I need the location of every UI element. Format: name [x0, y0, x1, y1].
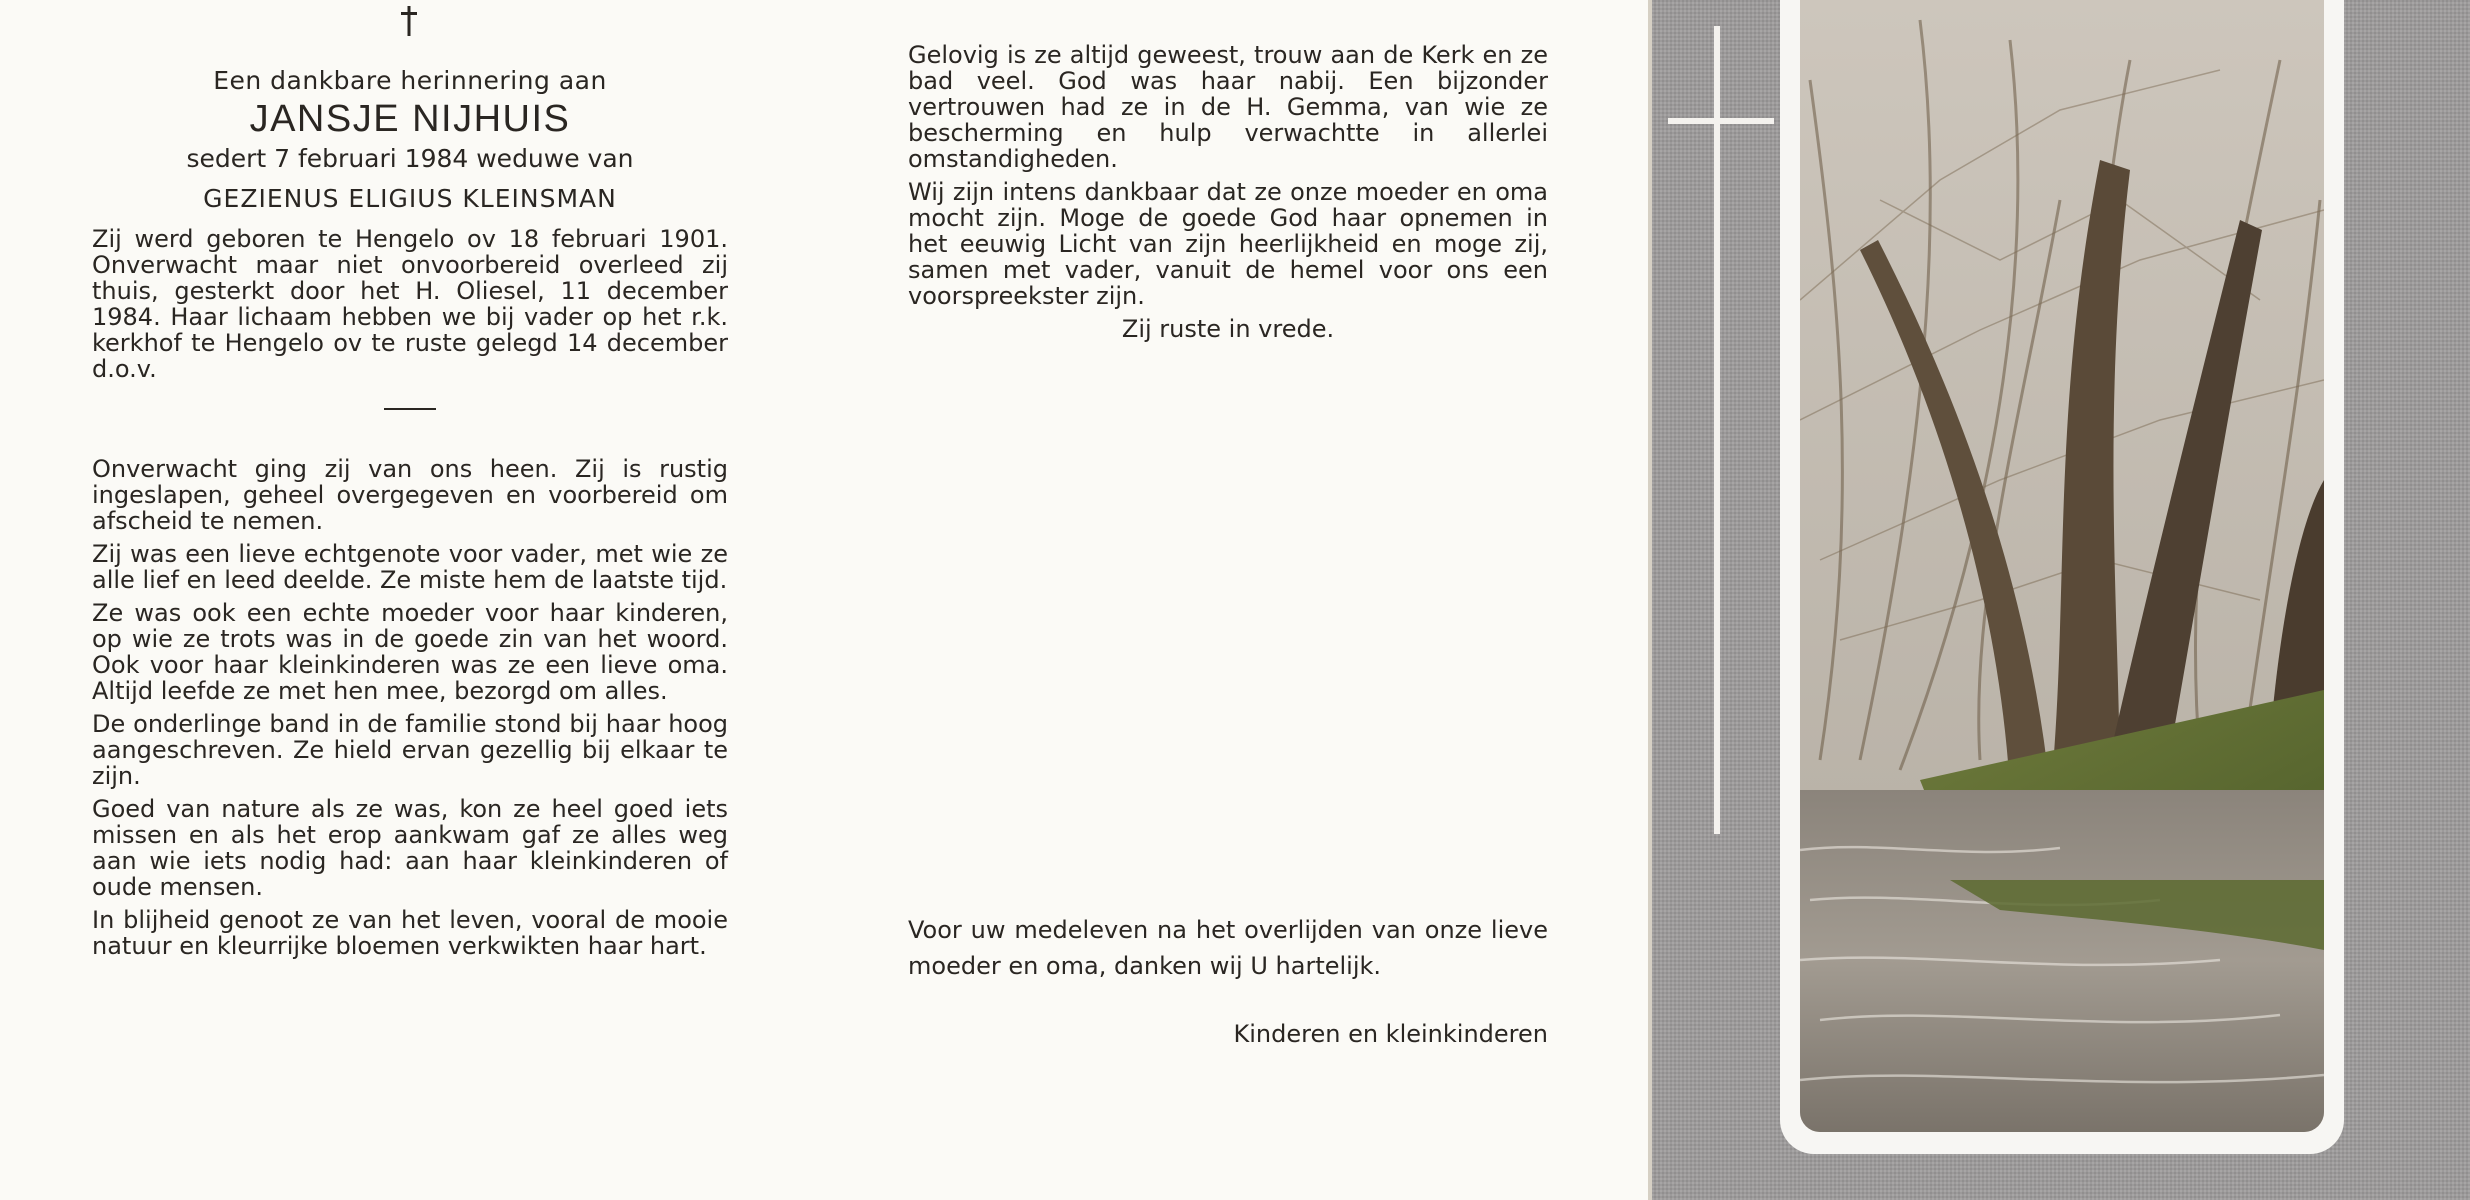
river-tree-photo — [1800, 0, 2324, 1132]
paragraph: Ze was ook een echte moeder voor haar kinderen, op wie ze trots was in de goede zin van het woord. Ook voor haar kleinkinderen was ze een lieve oma. Altijd leefde ze met hen mee, bezorgd om alles. — [92, 599, 728, 705]
left-column — [92, 68, 728, 966]
paragraph: Gelovig is ze altijd geweest, trouw aan de Kerk en ze bad veel. God was haar nabij. Een bijzonder vertrouwen had ze in de H. Gemma, van wie ze bescherming en hulp verwachtte in allerlei omstandigheden. — [908, 41, 1548, 173]
intro-line: Een dankbare herinnering aan — [213, 66, 607, 95]
paragraph: De onderlinge band in de familie stond bij haar hoog aangeschreven. Ze hield ervan gezellig bij elkaar te zijn. — [92, 710, 728, 790]
husband-name: GEZIENUS ELIGIUS KLEINSMAN — [203, 184, 617, 213]
cross-icon-bar — [1668, 118, 1774, 124]
right-column — [908, 42, 1548, 349]
small-cross-icon — [398, 4, 420, 38]
widow-line: sedert 7 februari 1984 weduwe van — [186, 144, 634, 173]
deceased-name: JANSJE NIJHUIS — [249, 98, 571, 140]
paragraph: In blijheid genoot ze van het leven, vooral de mooie natuur en kleurrijke bloemen verkwikten haar hart. — [92, 906, 728, 960]
paragraph: Zij was een lieve echtgenote voor vader, met wie ze alle lief en leed deelde. Ze miste hem de laatste tijd. — [92, 540, 728, 594]
cross-icon — [1714, 26, 1720, 834]
signature: Kinderen en kleinkinderen — [1233, 1020, 1548, 1048]
paragraph: Wij zijn intens dankbaar dat ze onze moeder en oma mocht zijn. Moge de goede God haar opnemen in het eeuwig Licht van zijn heerlijkheid en moge zij, samen met vader, vanuit de hemel voor ons een voorspreekster zijn. — [908, 178, 1548, 310]
thanks-paragraph: Voor uw medeleven na het overlijden van onze lieve moeder en oma, danken wij U hartelijk. — [908, 916, 1548, 980]
paragraph: Onverwacht ging zij van ons heen. Zij is rustig ingeslapen, geheel overgegeven en voorbereid om afscheid te nemen. — [92, 455, 728, 535]
rest-in-peace: Zij ruste in vrede. — [1121, 315, 1335, 343]
divider — [384, 408, 436, 410]
paragraph: Goed van nature als ze was, kon ze heel goed iets missen en als het erop aankwam gaf ze alles weg aan wie iets nodig had: aan haar kleinkinderen of oude mensen. — [92, 795, 728, 901]
birth-death-paragraph: Zij werd geboren te Hengelo ov 18 februari 1901. Onverwacht maar niet onvoorbereid overleed zij thuis, gesterkt door het H. Oliesel, 11 december 1984. Haar lichaam hebben we bij vader op het r.k. kerkhof te Hengelo ov te ruste gelegd 14 december d.o.v. — [92, 225, 728, 383]
